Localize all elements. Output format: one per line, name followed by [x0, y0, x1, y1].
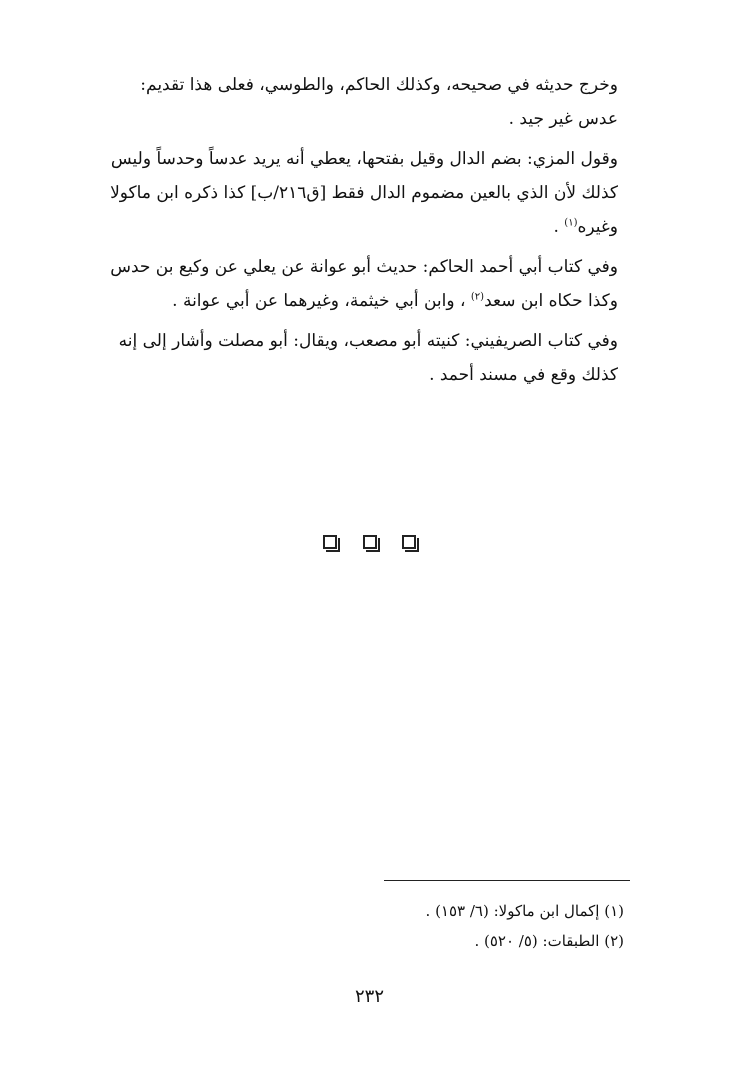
- text-line: [58, 284, 618, 318]
- section-ornament: [0, 534, 739, 553]
- text-line: [58, 210, 618, 244]
- page-number: ٢٣٢: [354, 986, 384, 1007]
- footnote-1: (١) إكمال ابن ماكولا: (٦/ ١٥٣) .: [425, 902, 624, 920]
- paragraph-3: [58, 250, 618, 318]
- text-line: وخرج حديثه في صحيحه، وكذلك الحاكم، والطوسي، فعلى هذا تقديم:: [140, 75, 618, 95]
- text-line: وفي كتاب أبي أحمد الحاكم: حديث أبو عوانة عن يعلي عن وكيع بن حدس: [110, 257, 618, 277]
- text-fragment: ، وابن أبي خيثمة، وغيرهما عن أبي عوانة .: [172, 291, 471, 311]
- main-text: [58, 68, 618, 398]
- footnote-2: (٢) الطبقات: (٥/ ٥٢٠) .: [474, 932, 624, 950]
- paragraph-4: [58, 324, 618, 392]
- square-ornament-icon: [402, 535, 416, 549]
- square-ornament-icon: [323, 535, 337, 549]
- paragraph-2: [58, 142, 618, 244]
- square-ornament-icon: [363, 535, 377, 549]
- paragraph-1: [58, 68, 618, 136]
- text-line: كذلك لأن الذي بالعين مضموم الدال فقط [ق٢١٦/ب] كذا ذكره ابن ماكولا: [110, 183, 618, 203]
- footnote-marker: (١): [564, 217, 578, 229]
- text-fragment: وكذا حكاه ابن سعد: [484, 291, 618, 311]
- text-line: كذلك وقع في مسند أحمد .: [429, 365, 618, 385]
- text-line: وقول المزي: بضم الدال وقيل بفتحها، يعطي أنه يريد عدساً وحدساً وليس: [110, 149, 618, 169]
- footnote-marker: (٢): [470, 291, 485, 303]
- footnotes: [58, 896, 624, 956]
- text-fragment: وغيره: [577, 217, 618, 237]
- text-line: وفي كتاب الصريفيني: كنيته أبو مصعب، ويقال: أبو مصلت وأشار إلى إنه: [118, 331, 618, 351]
- footnote-divider: [384, 880, 630, 881]
- text-fragment: .: [553, 217, 565, 237]
- text-line: عدس غير جيد .: [508, 109, 618, 129]
